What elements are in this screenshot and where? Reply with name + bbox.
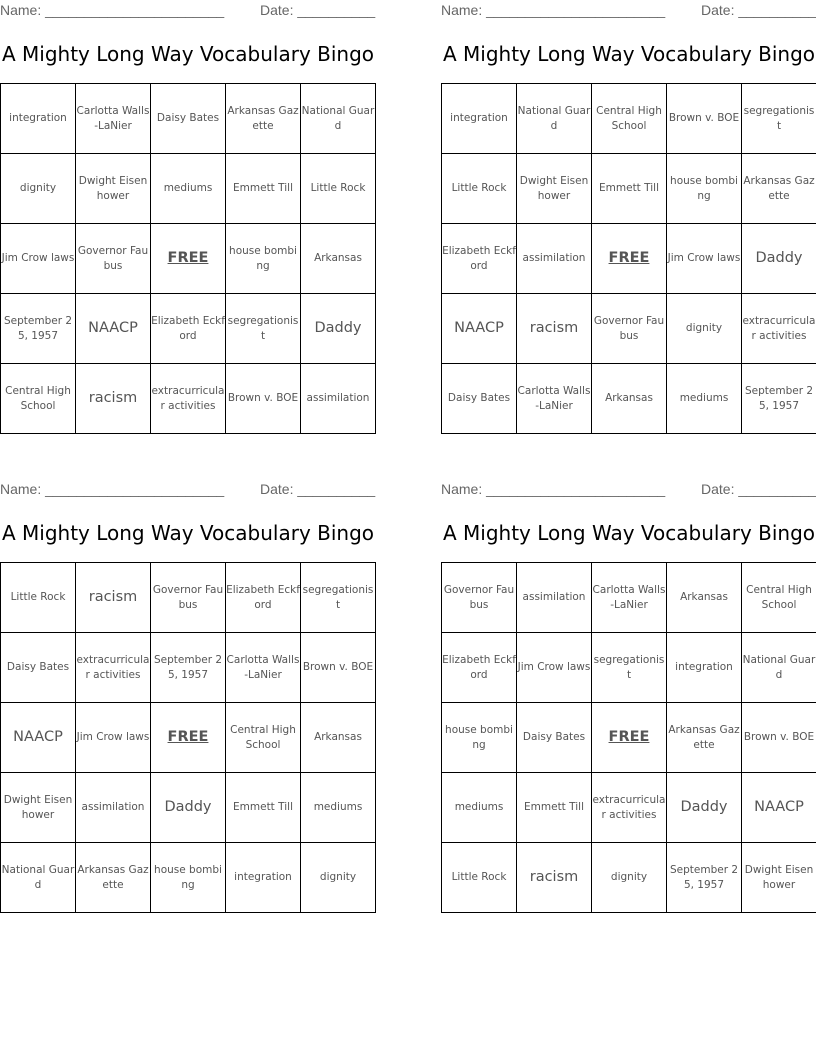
bingo-cell[interactable]: dignity [1,154,76,224]
card-title: A Mighty Long Way Vocabulary Bingo [1,42,375,66]
bingo-cell[interactable]: Brown v. BOE [667,84,742,154]
bingo-cell[interactable]: September 25, 1957 [667,843,742,913]
bingo-row [1,633,376,703]
bingo-cell[interactable]: dignity [592,843,667,913]
bingo-cell[interactable]: Brown v. BOE [301,633,376,703]
bingo-cell[interactable]: dignity [301,843,376,913]
bingo-cell[interactable]: Carlotta Walls-LaNier [76,84,151,154]
bingo-cell[interactable]: mediums [151,154,226,224]
bingo-cell[interactable]: Carlotta Walls-LaNier [592,563,667,633]
bingo-row [442,294,816,364]
bingo-cell[interactable]: racism [76,563,151,633]
date-field[interactable]: Date: __________ [701,481,816,497]
bingo-cell[interactable]: Little Rock [442,154,517,224]
bingo-cell[interactable]: Little Rock [1,563,76,633]
bingo-cell[interactable]: National Guard [517,84,592,154]
bingo-cell[interactable]: integration [226,843,301,913]
bingo-grid [0,562,376,913]
bingo-cell[interactable]: NAACP [1,703,76,773]
bingo-cell[interactable]: National Guard [1,843,76,913]
bingo-cell[interactable]: segregationist [742,84,816,154]
bingo-row [442,563,816,633]
bingo-row [442,364,816,434]
bingo-cell[interactable]: Arkansas [301,224,376,294]
card-title: A Mighty Long Way Vocabulary Bingo [1,521,375,545]
bingo-cell[interactable]: assimilation [517,224,592,294]
bingo-cell[interactable]: Central High School [1,364,76,434]
bingo-cell[interactable]: Emmett Till [592,154,667,224]
bingo-cell[interactable]: Dwight Eisenhower [742,843,816,913]
bingo-cell[interactable]: Arkansas [301,703,376,773]
bingo-cell[interactable]: Dwight Eisenhower [76,154,151,224]
bingo-cell[interactable]: Dwight Eisenhower [1,773,76,843]
bingo-cell[interactable]: dignity [667,294,742,364]
bingo-cell[interactable]: Jim Crow laws [1,224,76,294]
free-space[interactable]: FREE [151,224,226,294]
date-field[interactable]: Date: __________ [260,2,376,18]
date-field[interactable]: Date: __________ [260,481,376,497]
bingo-cell[interactable]: Central High School [742,563,816,633]
bingo-cell[interactable]: integration [442,84,517,154]
bingo-cell[interactable]: National Guard [742,633,816,703]
name-field[interactable]: Name: _______________________ [441,2,666,18]
bingo-cell[interactable]: racism [517,294,592,364]
card-title: A Mighty Long Way Vocabulary Bingo [442,521,816,545]
bingo-row [1,154,376,224]
bingo-cell[interactable]: Governor Faubus [76,224,151,294]
bingo-cell[interactable]: NAACP [742,773,816,843]
bingo-cell[interactable]: Little Rock [442,843,517,913]
bingo-cell[interactable]: Daisy Bates [442,364,517,434]
bingo-cell[interactable]: Arkansas Gazette [742,154,816,224]
date-field[interactable]: Date: __________ [701,2,816,18]
bingo-cell[interactable]: integration [1,84,76,154]
bingo-cell[interactable]: Arkansas [667,563,742,633]
bingo-cell[interactable]: extracurricular activities [151,364,226,434]
bingo-cell[interactable]: extracurricular activities [742,294,816,364]
bingo-cell[interactable]: Dwight Eisenhower [517,154,592,224]
bingo-row [1,294,376,364]
bingo-cell[interactable]: Elizabeth Eckford [151,294,226,364]
bingo-row [442,633,816,703]
bingo-row [1,224,376,294]
bingo-cell[interactable]: Jim Crow laws [667,224,742,294]
bingo-grid [441,83,816,434]
bingo-cell[interactable]: Brown v. BOE [742,703,816,773]
bingo-cell[interactable]: Daisy Bates [517,703,592,773]
bingo-cell[interactable]: Central High School [226,703,301,773]
bingo-cell[interactable]: extracurricular activities [592,773,667,843]
bingo-cell[interactable]: Emmett Till [226,773,301,843]
bingo-cell[interactable]: Arkansas Gazette [667,703,742,773]
bingo-cell[interactable]: house bombing [667,154,742,224]
bingo-grid [441,562,816,913]
bingo-cell[interactable]: Carlotta Walls-LaNier [517,364,592,434]
bingo-cell[interactable]: Arkansas Gazette [76,843,151,913]
bingo-cell[interactable]: Jim Crow laws [517,633,592,703]
bingo-cell[interactable]: Elizabeth Eckford [442,633,517,703]
bingo-cell[interactable]: house bombing [151,843,226,913]
bingo-cell[interactable]: Carlotta Walls-LaNier [226,633,301,703]
card-header [441,0,816,20]
card-header [0,0,376,20]
bingo-grid [0,83,376,434]
free-space[interactable]: FREE [151,703,226,773]
bingo-row [1,364,376,434]
name-field[interactable]: Name: _______________________ [0,481,225,497]
bingo-cell[interactable]: Daisy Bates [1,633,76,703]
bingo-cell[interactable]: segregationist [301,563,376,633]
bingo-cell[interactable]: racism [517,843,592,913]
card-title: A Mighty Long Way Vocabulary Bingo [442,42,816,66]
bingo-cell[interactable]: Daddy [742,224,816,294]
bingo-row [442,703,816,773]
bingo-cell[interactable]: Elizabeth Eckford [442,224,517,294]
bingo-cell[interactable]: September 25, 1957 [742,364,816,434]
bingo-row [442,154,816,224]
name-field[interactable]: Name: _______________________ [441,481,666,497]
bingo-cell[interactable]: mediums [667,364,742,434]
bingo-cell[interactable]: Arkansas Gazette [226,84,301,154]
bingo-cell[interactable]: mediums [301,773,376,843]
bingo-cell[interactable]: house bombing [226,224,301,294]
bingo-cell[interactable]: segregationist [226,294,301,364]
bingo-cell[interactable]: segregationist [592,633,667,703]
bingo-cell[interactable]: assimilation [76,773,151,843]
bingo-cell[interactable]: Governor Faubus [592,294,667,364]
bingo-cell[interactable]: Governor Faubus [442,563,517,633]
bingo-cell[interactable]: Daddy [151,773,226,843]
bingo-row [442,773,816,843]
bingo-cell[interactable]: Emmett Till [226,154,301,224]
free-space[interactable]: FREE [592,703,667,773]
bingo-cell[interactable]: Emmett Till [517,773,592,843]
bingo-cell[interactable]: September 25, 1957 [1,294,76,364]
bingo-cell[interactable]: Arkansas [592,364,667,434]
bingo-cell[interactable]: Elizabeth Eckford [226,563,301,633]
bingo-cell[interactable]: Central High School [592,84,667,154]
bingo-row [1,703,376,773]
bingo-cell[interactable]: NAACP [442,294,517,364]
bingo-cell[interactable]: Little Rock [301,154,376,224]
bingo-cell[interactable]: NAACP [76,294,151,364]
bingo-cell[interactable]: Daisy Bates [151,84,226,154]
bingo-cell[interactable]: assimilation [301,364,376,434]
bingo-cell[interactable]: Governor Faubus [151,563,226,633]
bingo-cell[interactable]: Brown v. BOE [226,364,301,434]
bingo-row [1,563,376,633]
bingo-row [1,84,376,154]
bingo-cell[interactable]: assimilation [517,563,592,633]
bingo-row [442,224,816,294]
bingo-cell[interactable]: integration [667,633,742,703]
bingo-row [1,773,376,843]
free-space[interactable]: FREE [592,224,667,294]
card-header [0,479,376,499]
bingo-cell[interactable]: September 25, 1957 [151,633,226,703]
card-header [441,479,816,499]
bingo-cell[interactable]: extracurricular activities [76,633,151,703]
bingo-row [442,84,816,154]
bingo-cell[interactable]: Daddy [667,773,742,843]
bingo-cell[interactable]: National Guard [301,84,376,154]
bingo-cell[interactable]: Daddy [301,294,376,364]
name-field[interactable]: Name: _______________________ [0,2,225,18]
bingo-row [1,843,376,913]
bingo-cell[interactable]: house bombing [442,703,517,773]
bingo-cell[interactable]: Jim Crow laws [76,703,151,773]
bingo-cell[interactable]: racism [76,364,151,434]
bingo-row [442,843,816,913]
bingo-cell[interactable]: mediums [442,773,517,843]
